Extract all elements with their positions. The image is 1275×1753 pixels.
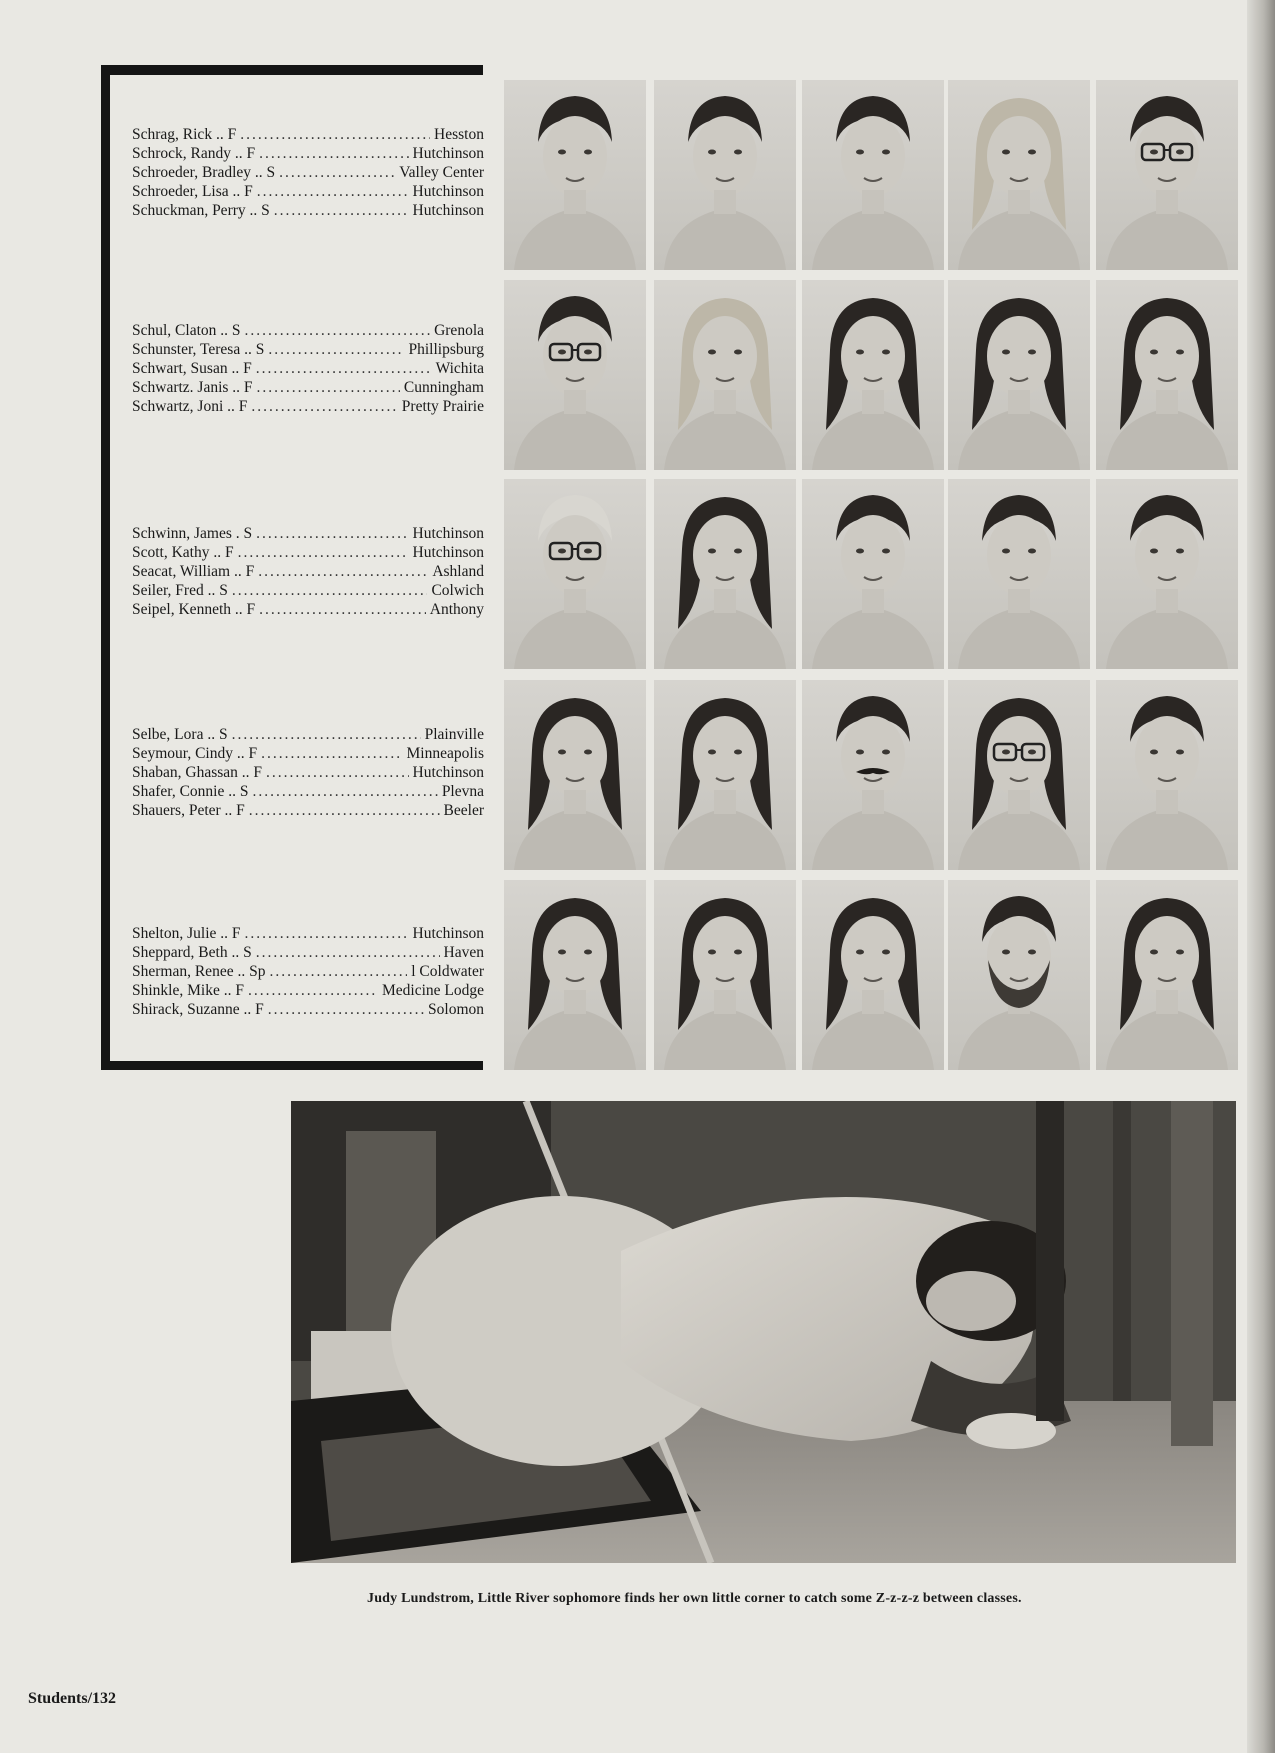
student-portrait bbox=[504, 680, 646, 870]
leader-dots bbox=[256, 943, 440, 962]
leader-dots bbox=[274, 201, 409, 220]
hometown: Hutchinson bbox=[412, 202, 484, 219]
student-portrait bbox=[802, 479, 944, 669]
student-name: Schwartz, Joni .. F bbox=[132, 398, 248, 415]
portrait-grid bbox=[504, 80, 1244, 1080]
hometown: Hutchinson bbox=[412, 145, 484, 162]
page-folio: Students/132 bbox=[28, 1690, 117, 1707]
roster-group bbox=[132, 321, 484, 416]
student-name: Schrock, Randy .. F bbox=[132, 145, 256, 162]
portrait-male-icon bbox=[1096, 479, 1238, 669]
student-portrait bbox=[654, 280, 796, 470]
roster-entry bbox=[132, 763, 484, 782]
leader-dots bbox=[257, 378, 400, 397]
leader-dots bbox=[245, 321, 431, 340]
student-name: Schroeder, Lisa .. F bbox=[132, 183, 253, 200]
portrait-male-long-hair-icon bbox=[504, 80, 646, 270]
student-name: Schunster, Teresa .. S bbox=[132, 341, 265, 358]
hometown: Hutchinson bbox=[412, 525, 484, 542]
student-name: Schul, Claton .. S bbox=[132, 322, 241, 339]
page-spine-shadow bbox=[1247, 0, 1275, 1753]
portrait-female-glasses-icon bbox=[948, 680, 1090, 870]
leader-dots bbox=[279, 163, 395, 182]
portrait-female-blonde-icon bbox=[654, 280, 796, 470]
hometown: Hutchinson bbox=[412, 183, 484, 200]
portrait-female-icon bbox=[802, 280, 944, 470]
student-name: Sherman, Renee .. Sp bbox=[132, 963, 266, 980]
portrait-female-icon bbox=[504, 880, 646, 1070]
portrait-female-icon bbox=[802, 880, 944, 1070]
portrait-male-icon bbox=[802, 479, 944, 669]
hometown: Grenola bbox=[434, 322, 484, 339]
student-name: Shaban, Ghassan .. F bbox=[132, 764, 263, 781]
student-portrait bbox=[1096, 479, 1238, 669]
hometown: Beeler bbox=[443, 802, 484, 819]
student-name: Shauers, Peter .. F bbox=[132, 802, 245, 819]
leader-dots bbox=[245, 924, 409, 943]
photo-caption: Judy Lundstrom, Little River sophomore finds her own little corner to catch some Z-z-z-z between classes. bbox=[367, 1591, 1022, 1606]
student-name: Sheppard, Beth .. S bbox=[132, 944, 252, 961]
hometown: Ashland bbox=[432, 563, 484, 580]
student-portrait bbox=[948, 280, 1090, 470]
portrait-male-icon bbox=[1096, 680, 1238, 870]
hometown: Hutchinson bbox=[412, 544, 484, 561]
student-name: Seymour, Cindy .. F bbox=[132, 745, 258, 762]
hometown: Cunningham bbox=[403, 379, 484, 396]
roster-entry bbox=[132, 981, 484, 1000]
roster-group bbox=[132, 725, 484, 820]
roster-group bbox=[132, 125, 484, 220]
student-portrait bbox=[504, 880, 646, 1070]
hometown: Pretty Prairie bbox=[401, 398, 484, 415]
leader-dots bbox=[232, 581, 428, 600]
hometown: Phillipsburg bbox=[408, 341, 484, 358]
leader-dots bbox=[248, 981, 378, 1000]
roster-group bbox=[132, 924, 484, 1019]
portrait-male-icon bbox=[654, 80, 796, 270]
student-name: Schroeder, Bradley .. S bbox=[132, 164, 276, 181]
portrait-elderly-male-glasses-icon bbox=[504, 479, 646, 669]
hometown: Medicine Lodge bbox=[381, 982, 484, 999]
roster-entry bbox=[132, 125, 484, 144]
leader-dots bbox=[256, 524, 408, 543]
portrait-male-mustache-icon bbox=[802, 680, 944, 870]
roster-entry bbox=[132, 801, 484, 820]
student-name: Schwinn, James . S bbox=[132, 525, 253, 542]
hometown: Haven bbox=[443, 944, 484, 961]
student-portrait bbox=[504, 479, 646, 669]
hometown: Solomon bbox=[428, 1001, 484, 1018]
student-portrait bbox=[802, 880, 944, 1070]
portrait-male-icon bbox=[802, 80, 944, 270]
hometown: Anthony bbox=[429, 601, 484, 618]
student-portrait bbox=[654, 680, 796, 870]
student-name: Schwart, Susan .. F bbox=[132, 360, 252, 377]
roster-entry bbox=[132, 943, 484, 962]
student-portrait bbox=[654, 479, 796, 669]
student-portrait bbox=[802, 280, 944, 470]
roster-group bbox=[132, 524, 484, 619]
leader-dots bbox=[261, 744, 402, 763]
leader-dots bbox=[251, 397, 397, 416]
leader-dots bbox=[266, 763, 409, 782]
hometown: Hutchinson bbox=[412, 925, 484, 942]
student-portrait bbox=[504, 80, 646, 270]
student-name: Schwartz. Janis .. F bbox=[132, 379, 253, 396]
student-portrait bbox=[504, 280, 646, 470]
roster-entry bbox=[132, 744, 484, 763]
portrait-male-icon bbox=[948, 479, 1090, 669]
leader-dots bbox=[240, 125, 430, 144]
roster-entry bbox=[132, 163, 484, 182]
portrait-female-icon bbox=[654, 880, 796, 1070]
roster-entry bbox=[132, 340, 484, 359]
leader-dots bbox=[238, 543, 409, 562]
portrait-male-glasses-icon bbox=[1096, 80, 1238, 270]
roster-entry bbox=[132, 600, 484, 619]
student-name: Shirack, Suzanne .. F bbox=[132, 1001, 264, 1018]
hometown: Hutchinson bbox=[412, 764, 484, 781]
hometown: Colwich bbox=[431, 582, 484, 599]
roster-entry bbox=[132, 524, 484, 543]
leader-dots bbox=[249, 801, 440, 820]
student-name: Seipel, Kenneth .. F bbox=[132, 601, 256, 618]
roster-entry bbox=[132, 562, 484, 581]
student-name: Seiler, Fred .. S bbox=[132, 582, 228, 599]
roster-entry bbox=[132, 144, 484, 163]
student-name: Schuckman, Perry .. S bbox=[132, 202, 270, 219]
leader-dots bbox=[259, 600, 426, 619]
hometown: Plevna bbox=[441, 783, 484, 800]
roster-entry bbox=[132, 782, 484, 801]
portrait-male-beard-icon bbox=[948, 880, 1090, 1070]
leader-dots bbox=[258, 562, 428, 581]
portrait-male-glasses-icon bbox=[504, 280, 646, 470]
student-portrait bbox=[1096, 280, 1238, 470]
student-name: Schrag, Rick .. F bbox=[132, 126, 237, 143]
leader-dots bbox=[268, 340, 404, 359]
roster-entry bbox=[132, 581, 484, 600]
student-name: Shelton, Julie .. F bbox=[132, 925, 241, 942]
roster-entry bbox=[132, 962, 484, 981]
portrait-female-icon bbox=[1096, 280, 1238, 470]
student-name: Seacat, William .. F bbox=[132, 563, 255, 580]
roster-entry bbox=[132, 543, 484, 562]
portrait-female-icon bbox=[654, 680, 796, 870]
leader-dots bbox=[257, 182, 409, 201]
roster-entry bbox=[132, 201, 484, 220]
hometown: Wichita bbox=[435, 360, 484, 377]
student-portrait bbox=[802, 80, 944, 270]
roster-entry bbox=[132, 378, 484, 397]
portrait-female-icon bbox=[504, 680, 646, 870]
roster-entry bbox=[132, 182, 484, 201]
roster-entry bbox=[132, 924, 484, 943]
student-portrait bbox=[948, 479, 1090, 669]
hometown: Hesston bbox=[434, 126, 484, 143]
leader-dots bbox=[259, 144, 408, 163]
student-portrait bbox=[1096, 80, 1238, 270]
student-portrait bbox=[654, 80, 796, 270]
portrait-female-icon bbox=[948, 280, 1090, 470]
student-name: Selbe, Lora .. S bbox=[132, 726, 228, 743]
hometown: l Coldwater bbox=[411, 963, 484, 980]
roster-entry bbox=[132, 1000, 484, 1019]
feature-photo bbox=[291, 1101, 1236, 1563]
sleeping-student-photo-icon bbox=[291, 1101, 1236, 1563]
student-portrait bbox=[948, 880, 1090, 1070]
roster-entry bbox=[132, 725, 484, 744]
portrait-female-blonde-icon bbox=[948, 80, 1090, 270]
leader-dots bbox=[268, 1000, 424, 1019]
hometown: Valley Center bbox=[399, 164, 484, 181]
roster-entry bbox=[132, 321, 484, 340]
portrait-female-icon bbox=[1096, 880, 1238, 1070]
leader-dots bbox=[269, 962, 407, 981]
leader-dots bbox=[232, 725, 421, 744]
student-name: Shinkle, Mike .. F bbox=[132, 982, 244, 999]
student-name: Shafer, Connie .. S bbox=[132, 783, 249, 800]
roster-entry bbox=[132, 359, 484, 378]
hometown: Plainville bbox=[424, 726, 484, 743]
leader-dots bbox=[256, 359, 432, 378]
student-portrait bbox=[1096, 680, 1238, 870]
student-portrait bbox=[948, 80, 1090, 270]
leader-dots bbox=[252, 782, 437, 801]
portrait-female-icon bbox=[654, 479, 796, 669]
student-name: Scott, Kathy .. F bbox=[132, 544, 234, 561]
student-portrait bbox=[948, 680, 1090, 870]
student-portrait bbox=[802, 680, 944, 870]
student-portrait bbox=[1096, 880, 1238, 1070]
hometown: Minneapolis bbox=[406, 745, 484, 762]
student-portrait bbox=[654, 880, 796, 1070]
roster-entry bbox=[132, 397, 484, 416]
